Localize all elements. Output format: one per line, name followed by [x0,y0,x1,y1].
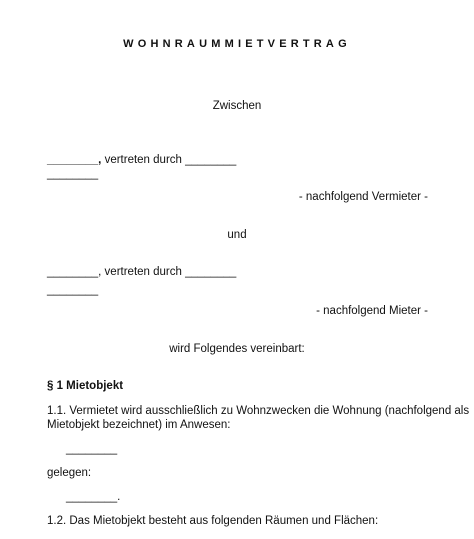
document-title: WOHNRAUMMIETVERTRAG [123,38,351,50]
party1-name-blank: ________ [47,154,99,166]
agreement-statement: wird Folgendes vereinbart: [169,343,305,355]
section1-paragraph1-line1: 1.1. Vermietet wird ausschließlich zu Wohnzwecken die Wohnung (nachfolgend als [47,405,470,417]
section1-heading: § 1 Mietobjekt [47,380,124,392]
party1-second-blank: ________ [47,168,99,180]
between-label: Zwischen [212,100,262,112]
party1-line [47,153,236,167]
section1-paragraph1-line2: Mietobjekt bezeichnet) im Anwesen: [47,419,231,431]
landlord-designation: - nachfolgend Vermieter - [298,191,428,203]
party2-second-blank: ________ [47,284,99,296]
party2-line: ________, vertreten durch ________ [47,266,237,278]
section1-paragraph2: 1.2. Das Mietobjekt besteht aus folgenden Räumen und Flächen: [47,515,379,527]
party1-comma: , [98,154,102,166]
and-label: und [227,229,247,241]
address-blank: ________ [66,443,118,455]
tenant-designation: - nachfolgend Mieter - [316,305,428,317]
location-blank: ________. [66,491,121,503]
located-label: gelegen: [47,467,92,479]
party1-represented-by: vertreten durch ________ [101,154,237,166]
